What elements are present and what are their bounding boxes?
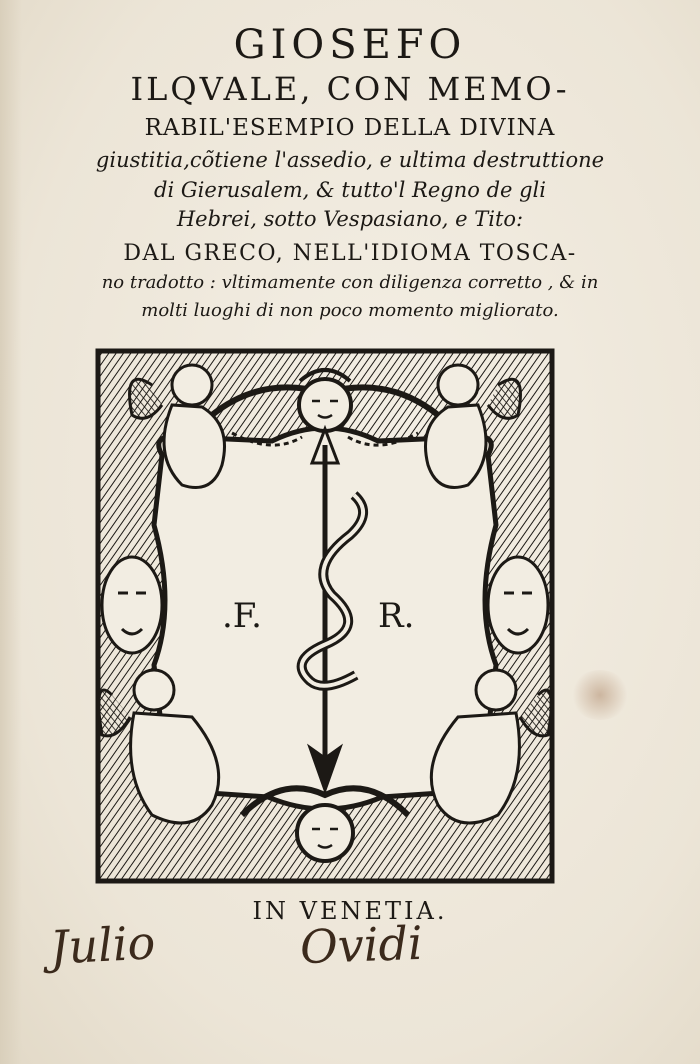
imprint: IN VENETIA. xyxy=(252,897,448,925)
title-line-8: no tradotto : vltimamente con diligenza corretto , & in xyxy=(101,272,599,293)
foxing-stain xyxy=(570,670,630,720)
title-line-5: di Gierusalem, & tutto'l Regno de gli xyxy=(154,178,546,202)
title-line-1: GIOSEFO xyxy=(233,22,467,68)
title-line-9: molti luoghi di non poco momento migliorato. xyxy=(141,300,559,321)
title-line-2: ILQVALE, CON MEMO- xyxy=(130,70,570,108)
device-initial-left: .F. xyxy=(222,596,262,636)
title-line-3: RABIL'ESEMPIO DELLA DIVINA xyxy=(144,115,556,141)
top-mask xyxy=(299,379,351,431)
page-edge-shadow xyxy=(0,0,22,1064)
satyr-mask-right xyxy=(488,557,548,653)
satyr-mask-left xyxy=(102,557,162,653)
title-line-6: Hebrei, sotto Vespasiano, e Tito: xyxy=(176,207,524,231)
title-line-4: giustitia,cõtiene l'assedio, e ultima destruttione xyxy=(95,148,605,172)
manuscript-inscription-2: Ovidi xyxy=(299,915,424,975)
printers-device-woodcut xyxy=(92,345,558,887)
bottom-mask xyxy=(297,805,353,861)
title-line-7: DAL GRECO, NELL'IDIOMA TOSCA- xyxy=(123,241,577,266)
manuscript-inscription-1: Julio xyxy=(48,915,157,975)
device-initial-right: R. xyxy=(378,596,415,636)
